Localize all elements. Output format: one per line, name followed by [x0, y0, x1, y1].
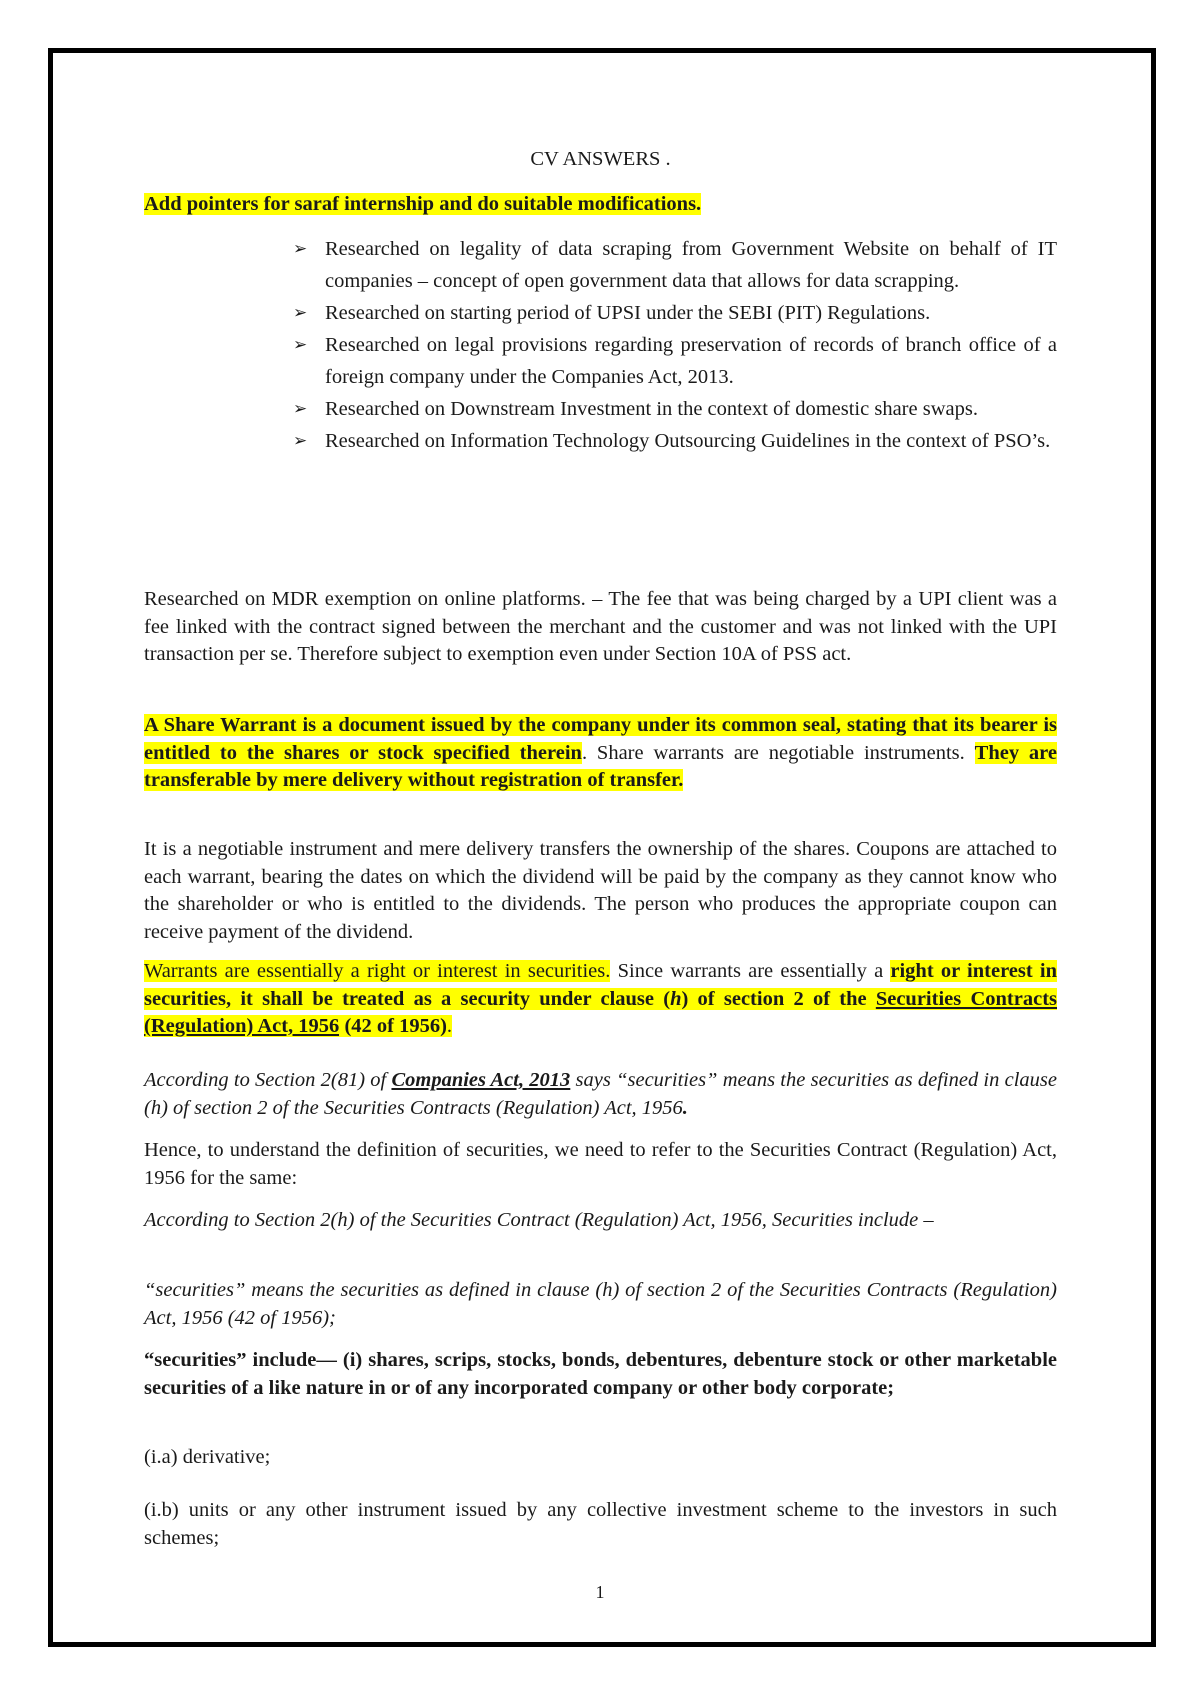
arrow-bullet-icon: ➢ [293, 303, 308, 323]
pointers-note [144, 191, 701, 219]
warrants-e: ) of section 2 of the [681, 987, 876, 1010]
section-281-d: . [682, 1096, 688, 1119]
securities-include-paragraph: “securities” include— (i) shares, scrips, stocks, bonds, debentures, debenture stock or other marketable securities of a like nature in or of any incorporated company or other body corporate; [144, 1349, 1057, 1399]
arrow-bullet-icon: ➢ [293, 431, 308, 451]
share-warrant-paragraph [144, 712, 1057, 795]
arrow-bullet-icon: ➢ [293, 399, 308, 419]
list-item [293, 297, 1057, 329]
share-warrant-transfer: They are transferable by mere delivery without registration of transfer. [144, 741, 1057, 791]
page-number: 1 [595, 1582, 605, 1602]
warrants-d: h [670, 987, 682, 1010]
list-item-text: Researched on legal provisions regarding preservation of records of branch office of a foreign company under the Companies Act, 2013. [325, 334, 1057, 388]
list-item-text: Researched on Information Technology Outsourcing Guidelines in the context of PSO’s. [325, 430, 1051, 452]
list-item-text: Researched on Downstream Investment in the context of domestic share swaps. [325, 398, 978, 420]
units-paragraph: (i.b) units or any other instrument issued by any collective investment scheme to the investors in such schemes; [144, 1499, 1057, 1549]
section-281-c: says “securities” means the securities as defined in clause (h) of section 2 of the Securities Contracts (Regulation) Act, 1956 [144, 1069, 1057, 1119]
derivative-paragraph: (i.a) derivative; [144, 1446, 271, 1468]
section-2h-paragraph: According to Section 2(h) of the Securities Contract (Regulation) Act, 1956, Securities include – [144, 1209, 934, 1231]
arrow-bullet-icon: ➢ [293, 335, 308, 355]
research-bullet-list [293, 233, 1057, 457]
negotiable-paragraph: It is a negotiable instrument and mere delivery transfers the ownership of the shares. Coupons are attached to each warrant, bearing the dates on which the dividend will be paid by the company as they cannot know who the shareholder or who is entitled to the dividends. The person who produces the appropriate coupon can receive payment of the dividend. [144, 838, 1057, 943]
page-title: CV ANSWERS . [530, 148, 671, 170]
hence-paragraph: Hence, to understand the definition of securities, we need to refer to the Securities Contract (Regulation) Act, 1956 for the same: [144, 1139, 1057, 1189]
share-warrant-negotiable: . Share warrants are negotiable instruments. [581, 741, 975, 764]
section-2-81-paragraph [144, 1067, 1057, 1122]
warrants-g: (42 of 1956) [339, 1015, 447, 1037]
share-warrant-definition: A Share Warrant is a document issued by the company under its common seal, stating that its bearer is entitled to the shares or stock specified therein [144, 714, 1057, 764]
pointers-note-text: Add pointers for saraf internship and do suitable modifications. [144, 193, 702, 215]
list-item [293, 393, 1057, 425]
section-281-a: According to Section 2(81) of [144, 1069, 392, 1091]
mdr-paragraph: Researched on MDR exemption on online platforms. – The fee that was being charged by a UPI client was a fee linked with the contract signed between the merchant and the customer and was not linked with the UPI transaction per se. Therefore subject to exemption even under Section 10A of PSS act. [144, 588, 1057, 665]
warrants-paragraph [144, 958, 1057, 1041]
list-item-text: Researched on starting period of UPSI under the SEBI (PIT) Regulations. [325, 302, 931, 324]
list-item [293, 425, 1057, 457]
list-item-text: Researched on legality of data scraping from Government Website on behalf of IT companies – concept of open government data that allows for data scrapping. [325, 238, 1057, 292]
arrow-bullet-icon: ➢ [293, 239, 308, 259]
warrants-h: . [446, 1015, 453, 1037]
warrants-b: Since warrants are essentially a [610, 960, 891, 982]
companies-act-link[interactable]: Companies Act, 2013 [391, 1069, 571, 1091]
warrants-a: Warrants are essentially a right or interest in securities. [144, 960, 611, 982]
securities-meaning-paragraph: “securities” means the securities as defined in clause (h) of section 2 of the Securities Contracts (Regulation) Act, 1956 (42 of 1956); [144, 1279, 1057, 1329]
warrants-c: right or interest in securities, it shall be treated as a security under clause ( [144, 960, 1057, 1010]
list-item [293, 233, 1057, 297]
scra-link[interactable]: Securities Contracts (Regulation) Act, 1956 [144, 987, 1057, 1037]
list-item [293, 329, 1057, 393]
